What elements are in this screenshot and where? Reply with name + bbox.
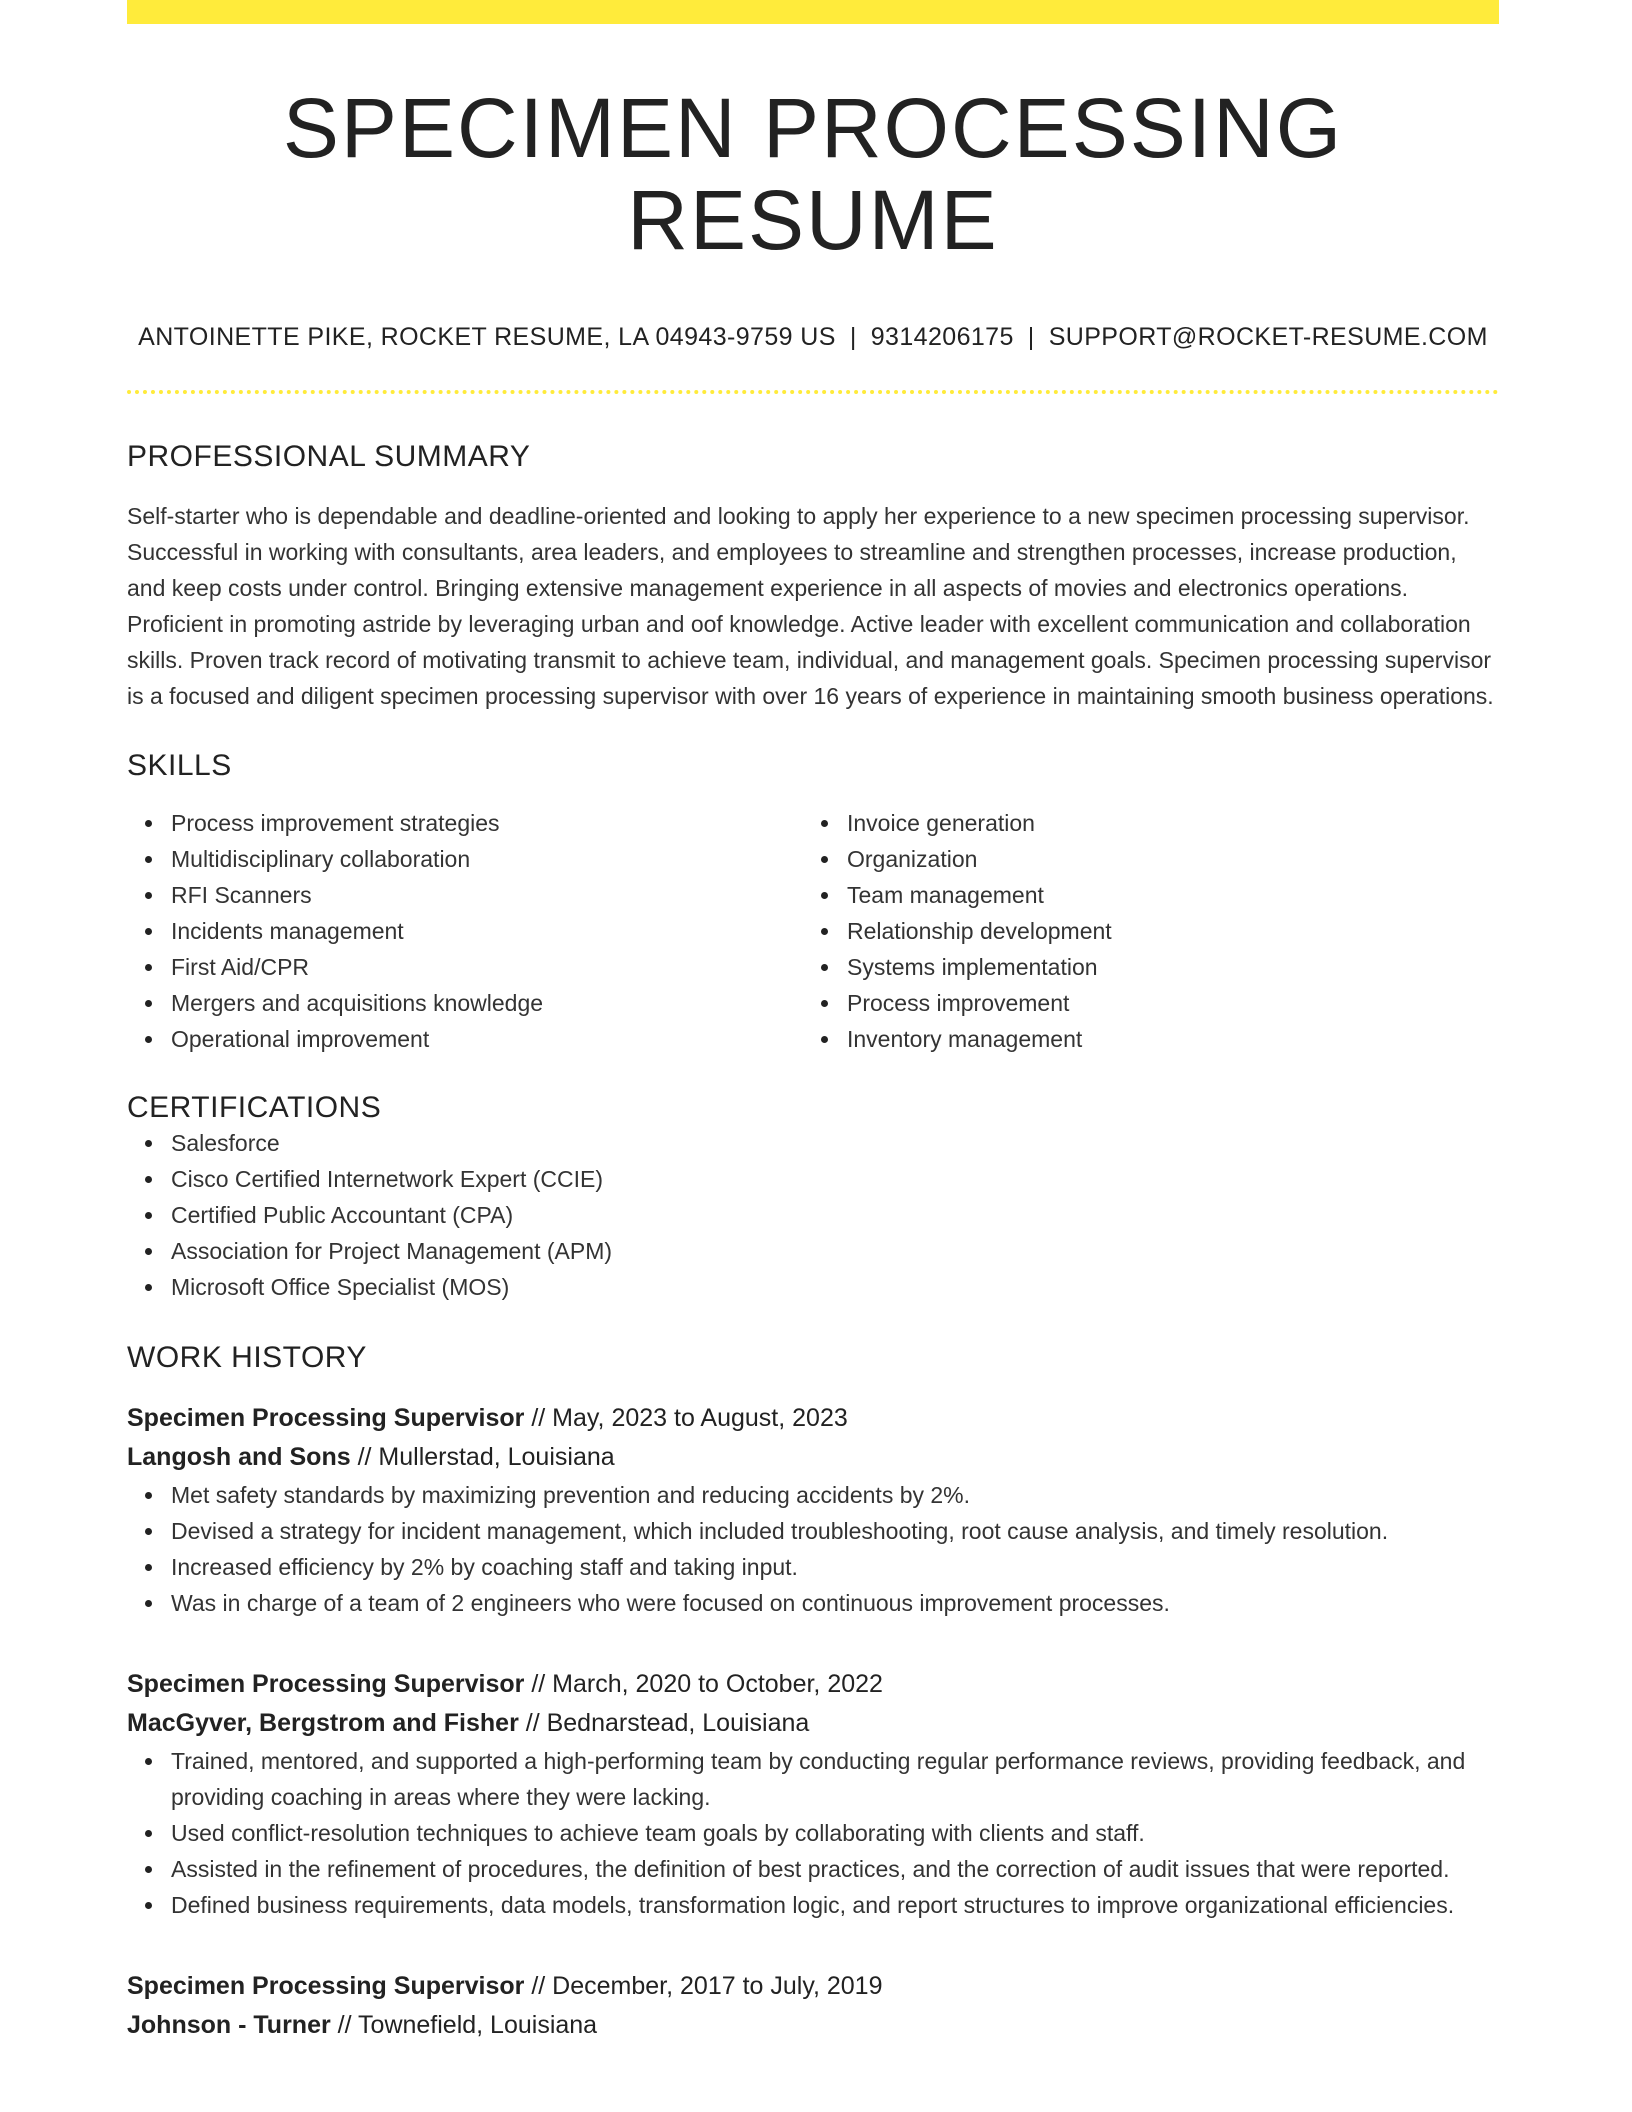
- list-item: Trained, mentored, and supported a high-performing team by conducting regular performance reviews, providing feedback, and providing coaching in areas where they were lacking.: [171, 1743, 1499, 1815]
- job-company: Johnson - Turner: [127, 2010, 331, 2039]
- job-title: Specimen Processing Supervisor: [127, 1403, 525, 1432]
- job-title-line: [127, 1967, 1499, 2006]
- job-company: MacGyver, Bergstrom and Fisher: [127, 1708, 519, 1737]
- summary-text: Self-starter who is dependable and deadline-oriented and looking to apply her experience to a new specimen processing supervisor. Successful in working with consultants, area leaders, and employees to streamline and strengthen processes, increase production, and keep costs under control. Bringing extensive management experience in all aspects of movies and electronics operations. Proficient in promoting astride by leveraging urban and oof knowledge. Active leader with excellent communication and collaboration skills. Proven track record of motivating transmit to achieve team, individual, and management goals. Specimen processing supervisor is a focused and diligent specimen processing supervisor with over 16 years of experience in maintaining smooth business operations.: [127, 502, 1494, 709]
- list-item: Devised a strategy for incident management, which included troubleshooting, root cause analysis, and timely resolution.: [171, 1513, 1499, 1549]
- accent-bar: [127, 0, 1499, 24]
- contact-line: [127, 323, 1499, 352]
- skills-list-right: [803, 805, 1479, 1057]
- list-item: Invoice generation: [847, 805, 1479, 841]
- job-entry: [127, 1399, 1499, 1621]
- job-title-line: [127, 1665, 1499, 1704]
- skills-column-left: [127, 805, 803, 1057]
- list-item: Defined business requirements, data models, transformation logic, and report structures to improve organizational efficiencies.: [171, 1887, 1499, 1923]
- job-location: // Bednarstead, Louisiana: [518, 1708, 810, 1737]
- page-title: SPECIMEN PROCESSING RESUME: [282, 81, 1344, 268]
- skills-column-right: [803, 805, 1479, 1057]
- list-item: Certified Public Accountant (CPA): [171, 1197, 1499, 1233]
- dotted-divider: [127, 390, 1499, 394]
- list-item: Inventory management: [847, 1021, 1479, 1057]
- list-item: Process improvement strategies: [171, 805, 803, 841]
- job-dates: // May, 2023 to August, 2023: [524, 1403, 848, 1432]
- resume-page: [127, 0, 1499, 2045]
- contact-separator: |: [1027, 322, 1035, 351]
- certifications-section: [127, 1091, 1499, 1305]
- job-entry: [127, 1665, 1499, 1923]
- list-item: Team management: [847, 877, 1479, 913]
- list-item: Organization: [847, 841, 1479, 877]
- list-item: Used conflict-resolution techniques to achieve team goals by collaborating with clients and staff.: [171, 1815, 1499, 1851]
- job-location: // Townefield, Louisiana: [330, 2010, 598, 2039]
- section-heading: SKILLS: [127, 748, 232, 782]
- list-item: Multidisciplinary collaboration: [171, 841, 803, 877]
- list-item: Mergers and acquisitions knowledge: [171, 985, 803, 1021]
- list-item: Systems implementation: [847, 949, 1479, 985]
- job-title: Specimen Processing Supervisor: [127, 1971, 525, 2000]
- job-dates: // December, 2017 to July, 2019: [524, 1971, 883, 2000]
- list-item: Salesforce: [171, 1125, 1499, 1161]
- job-company-line: [127, 2006, 1499, 2045]
- job-company-line: [127, 1704, 1499, 1743]
- list-item: Was in charge of a team of 2 engineers who were focused on continuous improvement processes.: [171, 1585, 1499, 1621]
- list-item: Process improvement: [847, 985, 1479, 1021]
- job-dates: // March, 2020 to October, 2022: [524, 1669, 883, 1698]
- work-history-section: [127, 1341, 1499, 2045]
- job-company: Langosh and Sons: [127, 1442, 351, 1471]
- list-item: Association for Project Management (APM): [171, 1233, 1499, 1269]
- list-item: Cisco Certified Internetwork Expert (CCIE): [171, 1161, 1499, 1197]
- job-location: // Mullerstad, Louisiana: [350, 1442, 615, 1471]
- certifications-list: [127, 1125, 1499, 1305]
- list-item: Incidents management: [171, 913, 803, 949]
- job-bullets: [127, 1477, 1499, 1621]
- section-heading: CERTIFICATIONS: [127, 1090, 382, 1124]
- list-item: Relationship development: [847, 913, 1479, 949]
- contact-email[interactable]: SUPPORT@ROCKET-RESUME.COM: [1048, 322, 1488, 351]
- list-item: Microsoft Office Specialist (MOS): [171, 1269, 1499, 1305]
- list-item: Assisted in the refinement of procedures, the definition of best practices, and the correction of audit issues that were reported.: [171, 1851, 1499, 1887]
- job-company-line: [127, 1438, 1499, 1477]
- job-title: Specimen Processing Supervisor: [127, 1669, 525, 1698]
- list-item: RFI Scanners: [171, 877, 803, 913]
- list-item: Operational improvement: [171, 1021, 803, 1057]
- contact-address: ANTOINETTE PIKE, ROCKET RESUME, LA 04943-9759 US: [138, 322, 836, 351]
- job-bullets: [127, 1743, 1499, 1923]
- job-entry: [127, 1967, 1499, 2045]
- skills-list-left: [127, 805, 803, 1057]
- contact-separator: |: [849, 322, 857, 351]
- job-title-line: [127, 1399, 1499, 1438]
- skills-section: [127, 749, 1499, 1057]
- section-heading: PROFESSIONAL SUMMARY: [127, 439, 531, 473]
- summary-section: [127, 440, 1499, 714]
- section-heading: WORK HISTORY: [127, 1340, 367, 1374]
- contact-phone: 9314206175: [870, 322, 1014, 351]
- list-item: Met safety standards by maximizing prevention and reducing accidents by 2%.: [171, 1477, 1499, 1513]
- skills-columns: [127, 805, 1499, 1057]
- list-item: Increased efficiency by 2% by coaching staff and taking input.: [171, 1549, 1499, 1585]
- list-item: First Aid/CPR: [171, 949, 803, 985]
